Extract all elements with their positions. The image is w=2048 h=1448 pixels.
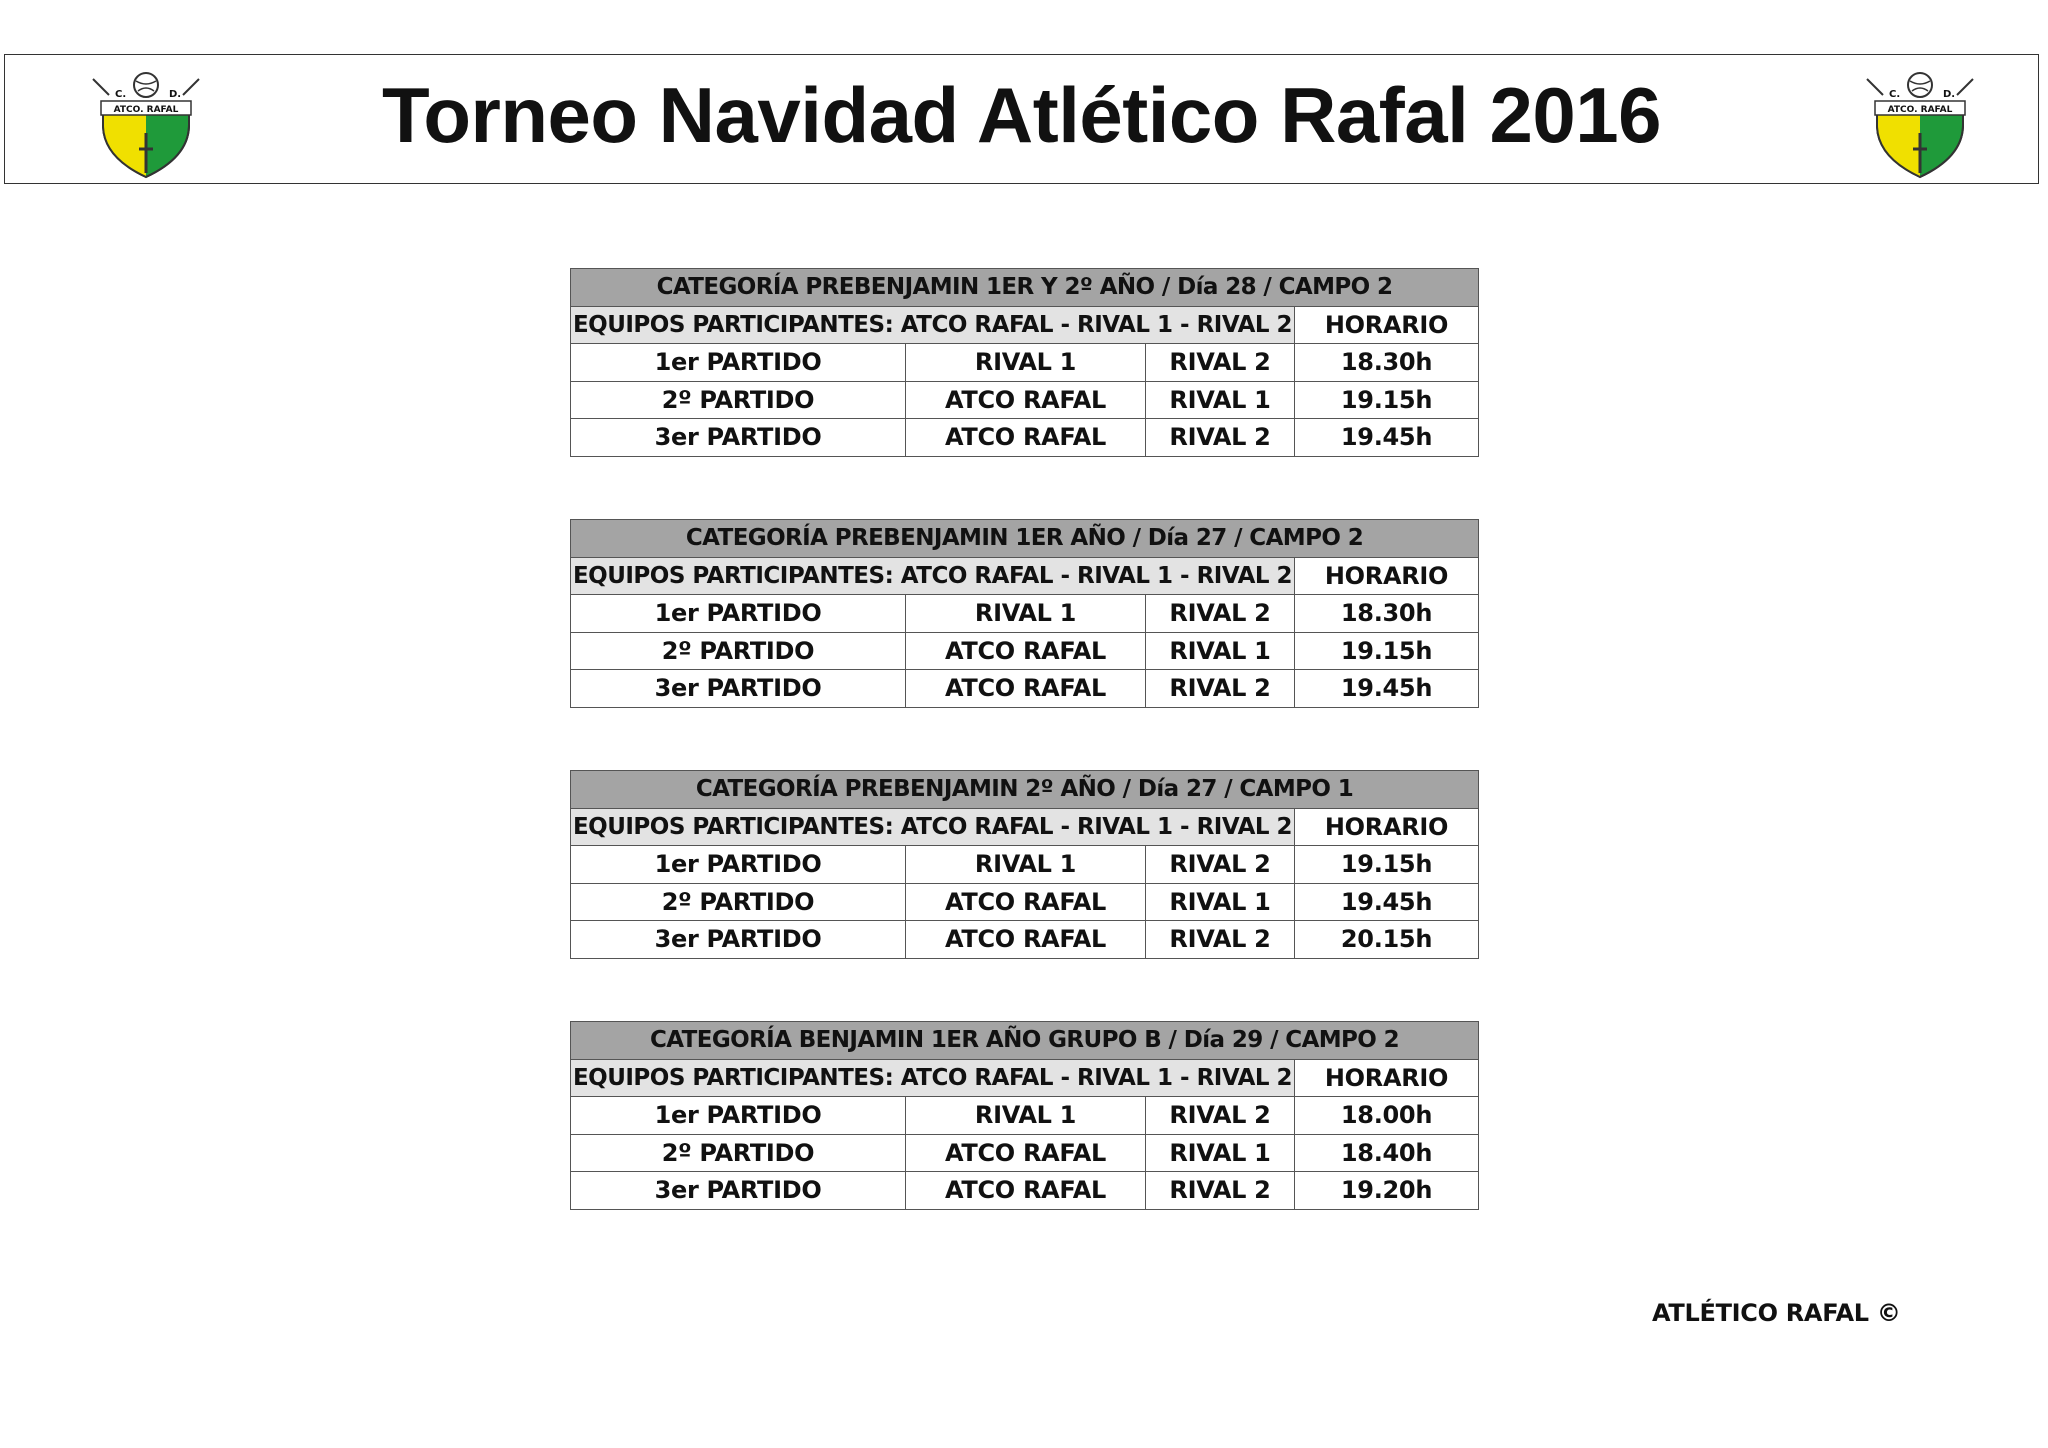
participants-cell: EQUIPOS PARTICIPANTES: ATCO RAFAL - RIVAL 1 - RIVAL 2 bbox=[571, 306, 1295, 344]
svg-text:D.: D. bbox=[1943, 89, 1956, 100]
away-team: RIVAL 2 bbox=[1146, 670, 1295, 708]
match-time: 18.30h bbox=[1295, 595, 1479, 633]
away-team: RIVAL 2 bbox=[1146, 846, 1295, 884]
match-number: 1er PARTIDO bbox=[571, 595, 906, 633]
match-number: 2º PARTIDO bbox=[571, 632, 906, 670]
category-heading: CATEGORÍA BENJAMIN 1ER AÑO GRUPO B / Día 29 / CAMPO 2 bbox=[571, 1022, 1479, 1060]
participants-cell: EQUIPOS PARTICIPANTES: ATCO RAFAL - RIVAL 1 - RIVAL 2 bbox=[571, 557, 1295, 595]
svg-text:C.: C. bbox=[1889, 89, 1901, 100]
home-team: ATCO RAFAL bbox=[906, 883, 1146, 921]
away-team: RIVAL 1 bbox=[1146, 883, 1295, 921]
match-row bbox=[571, 419, 1479, 457]
svg-text:ATCO. RAFAL: ATCO. RAFAL bbox=[113, 105, 179, 115]
match-number: 1er PARTIDO bbox=[571, 1097, 906, 1135]
schedule-table bbox=[570, 519, 1479, 708]
svg-text:ATCO. RAFAL: ATCO. RAFAL bbox=[1887, 105, 1953, 115]
page-header bbox=[4, 54, 2039, 184]
match-time: 19.45h bbox=[1295, 419, 1479, 457]
away-team: RIVAL 1 bbox=[1146, 1134, 1295, 1172]
match-time: 18.40h bbox=[1295, 1134, 1479, 1172]
schedule-table bbox=[570, 268, 1479, 457]
footer-copyright: ATLÉTICO RAFAL © bbox=[1652, 1299, 1901, 1327]
match-number: 3er PARTIDO bbox=[571, 670, 906, 708]
category-heading: CATEGORÍA PREBENJAMIN 1ER Y 2º AÑO / Día 28 / CAMPO 2 bbox=[571, 269, 1479, 307]
category-heading: CATEGORÍA PREBENJAMIN 1ER AÑO / Día 27 / CAMPO 2 bbox=[571, 520, 1479, 558]
match-time: 18.00h bbox=[1295, 1097, 1479, 1135]
match-time: 19.15h bbox=[1295, 846, 1479, 884]
match-number: 3er PARTIDO bbox=[571, 419, 906, 457]
away-team: RIVAL 2 bbox=[1146, 1172, 1295, 1210]
home-team: ATCO RAFAL bbox=[906, 670, 1146, 708]
match-row bbox=[571, 632, 1479, 670]
schedule-table bbox=[570, 770, 1479, 959]
participants-cell: EQUIPOS PARTICIPANTES: ATCO RAFAL - RIVAL 1 - RIVAL 2 bbox=[571, 1059, 1295, 1097]
match-time: 19.45h bbox=[1295, 670, 1479, 708]
match-number: 2º PARTIDO bbox=[571, 883, 906, 921]
match-row bbox=[571, 381, 1479, 419]
away-team: RIVAL 1 bbox=[1146, 381, 1295, 419]
home-team: RIVAL 1 bbox=[906, 595, 1146, 633]
match-number: 1er PARTIDO bbox=[571, 344, 906, 382]
match-row bbox=[571, 595, 1479, 633]
match-row bbox=[571, 1172, 1479, 1210]
home-team: RIVAL 1 bbox=[906, 344, 1146, 382]
home-team: ATCO RAFAL bbox=[906, 1134, 1146, 1172]
club-crest-logo bbox=[1863, 65, 1977, 181]
match-time: 19.45h bbox=[1295, 883, 1479, 921]
match-time: 19.15h bbox=[1295, 381, 1479, 419]
horario-header: HORARIO bbox=[1295, 1059, 1479, 1097]
away-team: RIVAL 2 bbox=[1146, 419, 1295, 457]
match-row bbox=[571, 846, 1479, 884]
match-time: 19.20h bbox=[1295, 1172, 1479, 1210]
match-row bbox=[571, 670, 1479, 708]
match-number: 3er PARTIDO bbox=[571, 921, 906, 959]
category-heading: CATEGORÍA PREBENJAMIN 2º AÑO / Día 27 / CAMPO 1 bbox=[571, 771, 1479, 809]
participants-cell: EQUIPOS PARTICIPANTES: ATCO RAFAL - RIVAL 1 - RIVAL 2 bbox=[571, 808, 1295, 846]
away-team: RIVAL 2 bbox=[1146, 344, 1295, 382]
away-team: RIVAL 2 bbox=[1146, 595, 1295, 633]
home-team: ATCO RAFAL bbox=[906, 1172, 1146, 1210]
page-title: Torneo Navidad Atlético Rafal 2016 bbox=[381, 71, 1662, 159]
horario-header: HORARIO bbox=[1295, 557, 1479, 595]
match-time: 18.30h bbox=[1295, 344, 1479, 382]
match-time: 20.15h bbox=[1295, 921, 1479, 959]
svg-text:C.: C. bbox=[115, 89, 127, 100]
match-number: 2º PARTIDO bbox=[571, 381, 906, 419]
away-team: RIVAL 1 bbox=[1146, 632, 1295, 670]
away-team: RIVAL 2 bbox=[1146, 921, 1295, 959]
away-team: RIVAL 2 bbox=[1146, 1097, 1295, 1135]
horario-header: HORARIO bbox=[1295, 306, 1479, 344]
match-time: 19.15h bbox=[1295, 632, 1479, 670]
home-team: ATCO RAFAL bbox=[906, 419, 1146, 457]
match-number: 1er PARTIDO bbox=[571, 846, 906, 884]
home-team: ATCO RAFAL bbox=[906, 381, 1146, 419]
match-number: 2º PARTIDO bbox=[571, 1134, 906, 1172]
schedule-table bbox=[570, 1021, 1479, 1210]
home-team: ATCO RAFAL bbox=[906, 632, 1146, 670]
match-number: 3er PARTIDO bbox=[571, 1172, 906, 1210]
svg-text:D.: D. bbox=[169, 89, 182, 100]
match-row bbox=[571, 921, 1479, 959]
home-team: RIVAL 1 bbox=[906, 1097, 1146, 1135]
horario-header: HORARIO bbox=[1295, 808, 1479, 846]
home-team: RIVAL 1 bbox=[906, 846, 1146, 884]
home-team: ATCO RAFAL bbox=[906, 921, 1146, 959]
match-row bbox=[571, 344, 1479, 382]
match-row bbox=[571, 1097, 1479, 1135]
match-row bbox=[571, 883, 1479, 921]
match-row bbox=[571, 1134, 1479, 1172]
